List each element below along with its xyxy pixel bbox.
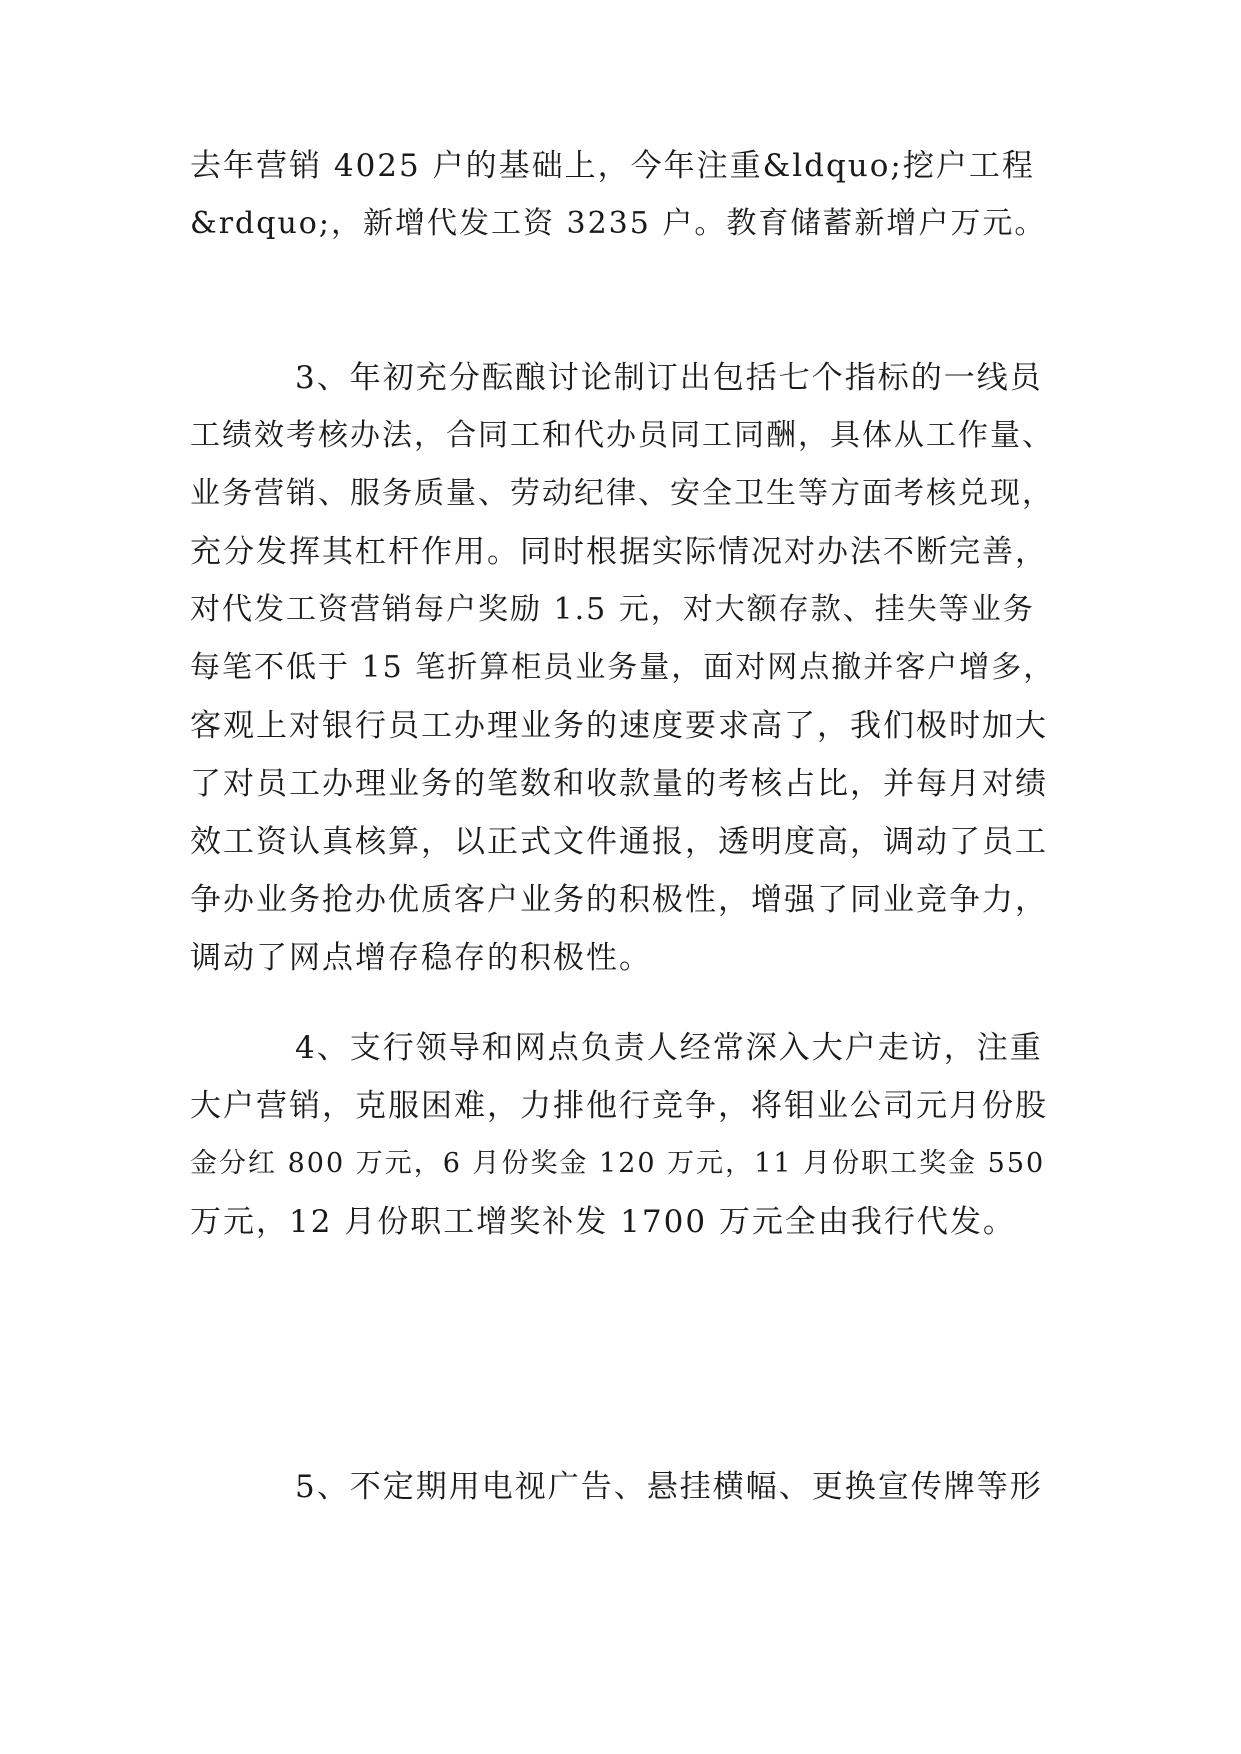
paragraph-5 <box>190 1458 1060 1516</box>
text-line: 客观上对银行员工办理业务的速度要求高了，我们极时加大 <box>190 708 1048 744</box>
text-line: &rdquo;，新增代发工资 3235 户。教育储蓄新增户万元。 <box>190 206 1047 241</box>
paragraph-4 <box>190 1019 1060 1251</box>
text-line: 效工资认真核算，以正式文件通报，透明度高，调动了员工 <box>190 824 1048 860</box>
text-line: 每笔不低于 15 笔折算柜员业务量，面对网点撤并客户增多， <box>190 650 1056 685</box>
text-line: 对代发工资营销每户奖励 1.5 元，对大额存款、挂失等业务 <box>190 592 1035 627</box>
text-line: 4、支行领导和网点负责人经常深入大户走访，注重 <box>295 1030 1043 1066</box>
text-line: 了对员工办理业务的笔数和收款量的考核占比，并每月对绩 <box>190 766 1048 802</box>
text-line: 金分红 800 万元，6 月份奖金 120 万元，11 月份职工奖金 550 <box>190 1148 1046 1179</box>
text-line: 大户营销，克服困难，力排他行竞争，将钼业公司元月份股 <box>190 1088 1048 1124</box>
text-line: 5、不定期用电视广告、悬挂横幅、更换宣传牌等形 <box>295 1469 1043 1505</box>
text-line: 3、年初充分酝酿讨论制订出包括七个指标的一线员 <box>295 360 1043 396</box>
text-line: 充分发挥其杠杆作用。同时根据实际情况对办法不断完善， <box>190 534 1048 570</box>
text-line: 去年营销 4025 户的基础上，今年注重&ldquo;挖户工程 <box>190 148 1035 184</box>
paragraph-3 <box>190 349 1060 987</box>
text-line: 调动了网点增存稳存的积极性。 <box>190 940 652 976</box>
text-line: 争办业务抢办优质客户业务的积极性，增强了同业竞争力， <box>190 882 1048 918</box>
text-line: 万元，12 月份职工增奖补发 1700 万元全由我行代发。 <box>190 1204 1016 1240</box>
paragraph-continued <box>190 137 1060 253</box>
text-line: 业务营销、服务质量、劳动纪律、安全卫生等方面考核兑现， <box>190 476 1054 511</box>
text-line: 工绩效考核办法，合同工和代办员同工同酬，具体从工作量、 <box>190 418 1054 453</box>
